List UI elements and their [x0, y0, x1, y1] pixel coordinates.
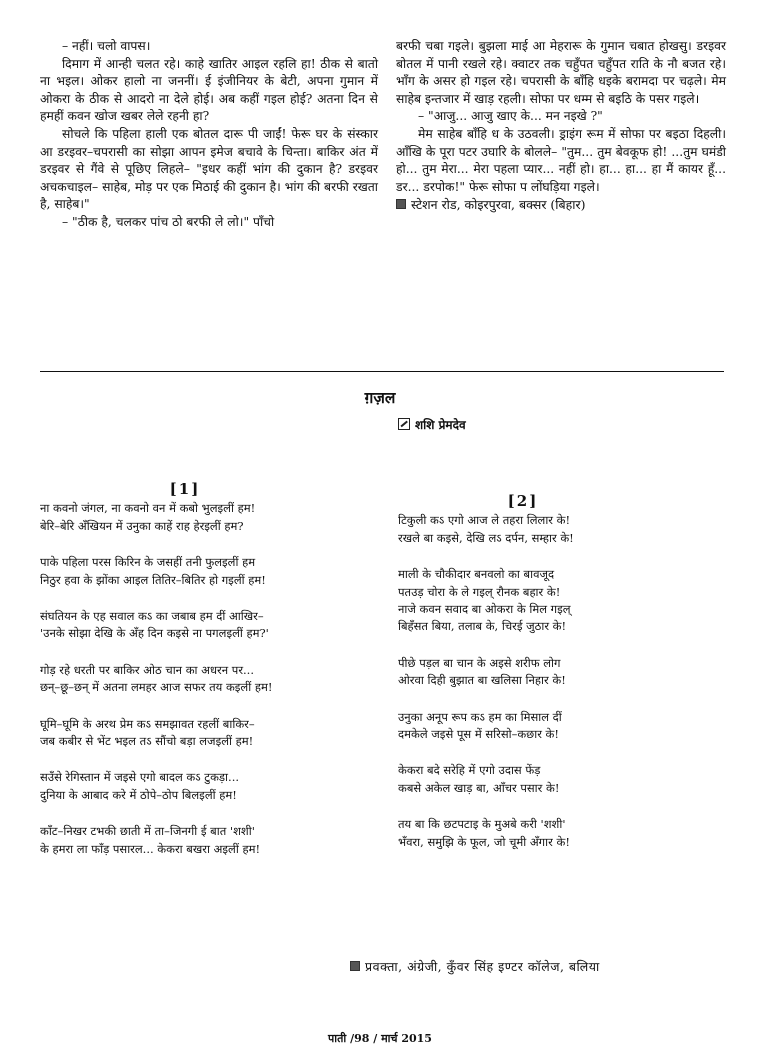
verse-line: 'उनके सोझा देखि के अँह दिन कइसे ना पगलइलीं हम?' — [40, 626, 269, 641]
verse-line: भँवरा, समुझि के फूल, जो चूमी अँगार के! — [398, 834, 570, 849]
couplet — [40, 662, 370, 697]
ghazal-number: [1] — [169, 480, 201, 498]
couplet — [398, 816, 728, 851]
verse-line: ना कवनो जंगल, ना कवनो वन में कबो भुलइलीं हम! — [40, 501, 256, 516]
square-bullet-icon — [396, 199, 406, 209]
verse-line: पतउड़ चोरा के ले गइल् रौनक बहार के! — [398, 584, 561, 599]
story-paragraph: – "ठीक है, चलकर पांच ठो बरफी ले लो।" पाँचो — [62, 214, 275, 229]
couplet — [398, 512, 728, 547]
ghazal-affiliation — [350, 958, 600, 975]
verse-line: उनुका अनूप रूप कऽ हम का मिसाल दीं — [398, 709, 562, 724]
verse-line: दमकेले जइसे पूस में सरिसो–कछार के! — [398, 727, 560, 742]
couplet — [40, 769, 370, 804]
story-byline-text: स्टेशन रोड, कोइरपुरवा, बक्सर (बिहार) — [411, 197, 586, 213]
couplet — [40, 554, 370, 589]
couplet — [40, 823, 370, 858]
pen-icon — [398, 418, 410, 430]
verse-line: छन्–छू–छन् में अतना लमहर आज सफर तय कइलीं हम! — [40, 680, 273, 695]
verse-line: पाके पहिला परस किरिन के जसहीं तनी फुलइलीं हम — [40, 555, 256, 570]
verse-line: बिहँसत बिया, तलाब के, चिरई जुठार के! — [398, 619, 567, 634]
ghazal-title: ग़ज़ल — [364, 388, 396, 407]
ghazal-1 — [40, 481, 370, 877]
story-byline — [396, 196, 726, 214]
verse-line: कबसे अकेल खाड़ बा, आँचर पसार के! — [398, 780, 560, 795]
couplet — [398, 762, 728, 797]
story-column-right — [396, 38, 726, 214]
verse-line: पीछे पड़ल बा चान के अइसे शरीफ लोग — [398, 655, 561, 670]
verse-line: दुनिया के आबाद करे में ठोपे–ठोप बिलइलीं हम! — [40, 787, 237, 802]
verse-line: बेरि–बेरि अँखियन में उनुका काहें राह हेरइलीं हम? — [40, 518, 244, 533]
story-paragraph: – नहीं। चलो वापस। — [62, 39, 151, 53]
verse-line: तय बा कि छटपटाइ के मुअबे करी 'शशी' — [398, 817, 566, 832]
verse-line: संघतियन के एह सवाल कऽ का जबाब हम दीं आखिर– — [40, 609, 264, 624]
verse-line: के हमरा ला फाँड़ पसारल... केकरा बखरा अइलीं हम! — [40, 841, 261, 856]
verse-line: केकरा बदे सरेहि में एगो उदास फेंड़ — [398, 763, 541, 778]
verse-line: ओरवा दिही बुझात बा खलिसा निहार के! — [398, 673, 566, 688]
verse-line: घूमि–घूमि के अरथ प्रेम कऽ समझावत रहलीं बाकिर– — [40, 716, 255, 731]
verse-line: सउँसे रेगिस्तान में जइसे एगो बादल कऽ टुकड़ा... — [40, 770, 240, 785]
author-name: शशि प्रेमदेव — [415, 418, 466, 432]
ghazal-2 — [398, 493, 728, 870]
verse-line: काँट–निखर टभकी छाती में ता–जिनगी ई बात 'शशी' — [40, 824, 255, 839]
couplet — [40, 500, 370, 535]
couplet — [398, 709, 728, 744]
story-column-left — [40, 38, 378, 232]
verse-line: रखले बा कइसे, देखि लऽ दर्पन, सम्हार के! — [398, 530, 574, 545]
section-divider — [40, 371, 724, 372]
story-paragraph: – "आजु... आजु खाए के... मन नइखे ?" — [418, 109, 603, 124]
story-paragraph: दिमाग में आन्ही चलत रहे। काहे खातिर आइल रहलि हा! ठीक से बातो ना भइल। ओकर हालो ना जननीं। ई इंजीनियर के बेटी, अपना गुमान में ओकरा के ठीक से आदरो ना देले होई। अब कहीं गइल होई? अतना दिन से हमहीं कवन खोज खबर लेले रहनी हा? — [40, 56, 378, 124]
story-paragraph: सोचले कि पहिला हाली एक बोतल दारू पी जाईं! फेरू घर के संस्कार आ डरइवर–चपरासी का सोझा आपन इमेज बचावे के चिन्ता। बाकिर अंत में डरइवर से गैंवे से पूछिए लिहले– "इधर कहीं भांग की दुकान है? डरइवर अचकचाइल– साहेब, मोड़ पर एक मिठाई की दुकान है। भांग की बरफी रखता है, साहेब।" — [40, 126, 378, 212]
verse-line: गोड़ रहे धरती पर बाकिर ओठ चान का अधरन पर... — [40, 662, 254, 677]
page-footer: पाती /98 / मार्च 2015 — [328, 1032, 432, 1045]
ghazal-number: [2] — [507, 492, 539, 510]
square-bullet-icon — [350, 961, 360, 971]
verse-line: माली के चौकीदार बनवलो का बावजूद — [398, 567, 555, 582]
couplet — [398, 655, 728, 690]
verse-line: जब कबीर से भेंट भइल तऽ सौंचो बड़ा लजइलीं हम! — [40, 734, 254, 749]
story-paragraph: मेम साहेब बाँहि ध के उठवली। ड्राइंग रूम में सोफा पर बइठा दिहली। आँखि के पूरा पटर उघारि के बोलले– "तुम... तुम बेवकूफ हो! ...तुम घमंडी हो... तुम मेरा... मेरा पहला प्यार... नहीं हो। हा... हा... हा मैं कायर हूँ... डर... डरपोक!" फेरू सोफा प लोंघड़िया गइले। — [396, 126, 726, 194]
couplet — [40, 608, 370, 643]
couplet — [398, 566, 728, 636]
story-paragraph: बरफी चबा गइले। बुझला माई आ मेहरारू के गुमान चबात होखसु। डरइवर बोतल में पानी रखले रहे। क्वाटर तक चहुँपत चहुँपत राति के नौ बजत रहे। भाँग के असर हो गइल रहे। चपरासी के बाँहि धइके बरामदा पर चढ़ले। मेम साहेब इन्तजार में खाड़ रहली। सोफा पर धम्म से बइठि के पसर गइले। — [396, 39, 726, 106]
verse-line: निठुर हवा के झोंका आइल तितिर–बितिर हो गइलीं हम! — [40, 572, 266, 587]
ghazal-author — [398, 416, 466, 433]
affiliation-text: प्रवक्ता, अंग्रेजी, कुँवर सिंह इण्टर कॉलेज, बलिया — [365, 959, 600, 974]
verse-line: टिकुली कऽ एगो आज ले तहरा लिलार के! — [398, 513, 571, 528]
couplet — [40, 716, 370, 751]
verse-line: नाजे कवन सवाद बा ओकरा के मिल गइल् — [398, 602, 571, 617]
